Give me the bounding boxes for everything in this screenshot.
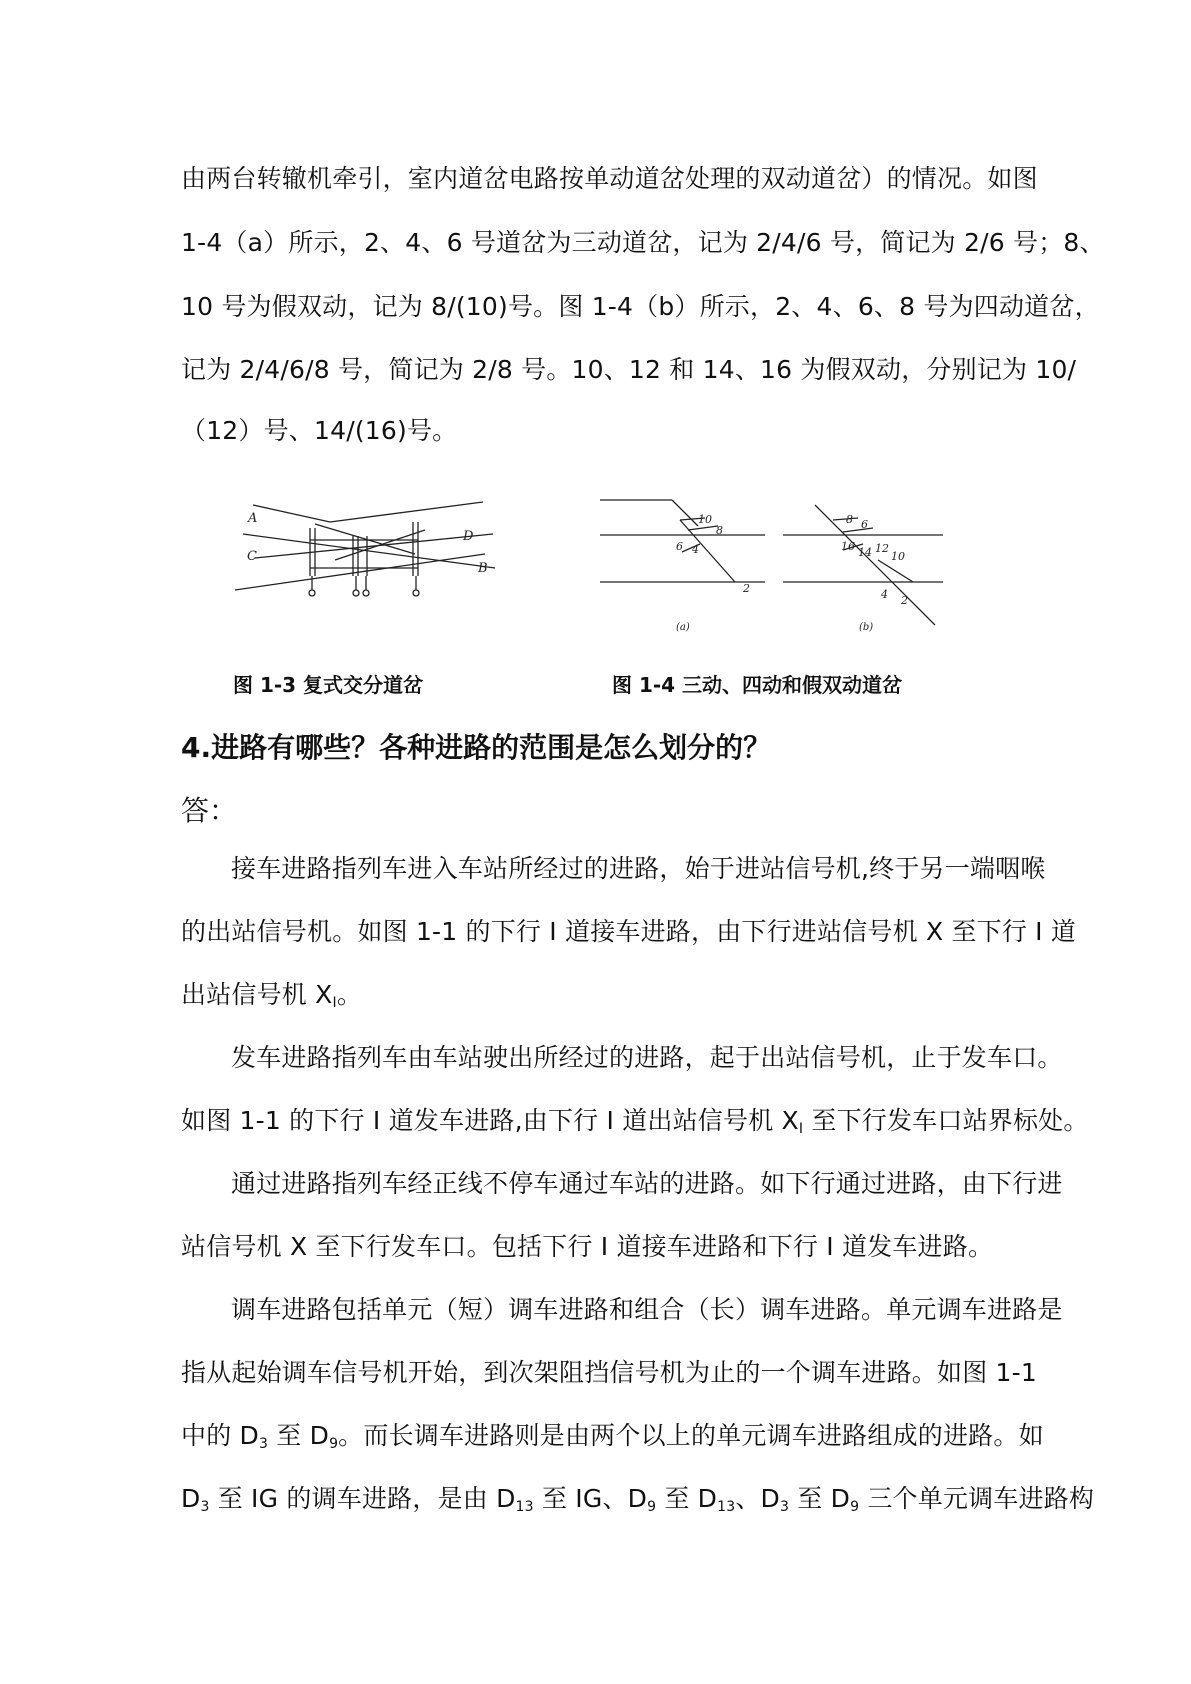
- paragraph-line: 中的 $D_3$ 至 $D_9$。而长调车进路则是由两个以上的单元调车进路组成的进路。如: [181, 1421, 1044, 1452]
- section-heading: 4.进路有哪些？各种进路的范围是怎么划分的？: [181, 731, 772, 764]
- paragraph-line: 接车进路指列车进入车站所经过的进路，始于进站信号机,终于另一端咽喉: [231, 854, 1046, 883]
- switch-number: 2: [743, 582, 750, 595]
- switch-number: 6: [676, 540, 683, 553]
- paragraph-line: （12）号、14/(16)号。: [181, 416, 458, 445]
- switch-number: 4: [881, 588, 888, 601]
- paragraph-line: 站信号机 X 至下行发车口。包括下行 I 道接车进路和下行 I 道发车进路。: [181, 1232, 994, 1261]
- switch-number: 6: [861, 518, 868, 531]
- figure-label-c: C: [247, 549, 257, 564]
- paragraph-line: 1-4（a）所示，2、4、6 号道岔为三动道岔，记为 2/4/6 号，简记为 2/6 号；8、: [181, 228, 1105, 257]
- switch-number: 16: [841, 540, 855, 553]
- switch-number: 4: [692, 543, 699, 556]
- figure-1-3-caption: 图 1-3 复式交分道岔: [233, 673, 424, 697]
- figure-sublabel-a: (a): [676, 622, 690, 633]
- switch-number: 8: [846, 513, 853, 526]
- paragraph-line: $D_3$ 至 IG 的调车进路，是由 $D_{13}$ 至 IG、$D_9$ 至 $D_{13}$、$D_3$ 至 $D_9$ 三个单元调车进路构: [181, 1484, 1095, 1515]
- switch-number: 14: [858, 546, 872, 559]
- paragraph-line: 通过进路指列车经正线不停车通过车站的进路。如下行通过进路，由下行进: [231, 1169, 1063, 1198]
- figure-label-a: A: [248, 511, 258, 526]
- figure-1-4-caption: 图 1-4 三动、四动和假双动道岔: [612, 673, 903, 697]
- paragraph-line: 的出站信号机。如图 1-1 的下行 I 道接车进路，由下行进站信号机 X 至下行 I 道: [181, 917, 1077, 946]
- paragraph-line: 如图 1-1 的下行 I 道发车进路,由下行 I 道出站信号机 $X_I$ 至下行发车口站界标处。: [181, 1106, 1089, 1137]
- answer-label: 答：: [181, 794, 238, 827]
- paragraph-line: 指从起始调车信号机开始，到次架阻挡信号机为止的一个调车进路。如图 1-1: [181, 1358, 1037, 1387]
- switch-number: 2: [901, 594, 908, 607]
- paragraph-line: 调车进路包括单元（短）调车进路和组合（长）调车进路。单元调车进路是: [231, 1295, 1063, 1324]
- paragraph-line: 10 号为假双动，记为 8/(10)号。图 1-4（b）所示，2、4、6、8 号为四动道岔，: [181, 292, 1100, 321]
- switch-number: 10: [698, 513, 712, 526]
- figure-1-4b-diagram: [783, 490, 953, 639]
- figure-sublabel-b: (b): [859, 622, 874, 633]
- figure-1-3-diagram: [235, 490, 510, 609]
- figure-label-d: D: [463, 529, 474, 544]
- figure-label-b: B: [478, 561, 488, 576]
- switch-number: 12: [875, 542, 889, 555]
- switch-number: 10: [891, 550, 905, 563]
- paragraph-line: 由两台转辙机牵引，室内道岔电路按单动道岔处理的双动道岔）的情况。如图: [181, 164, 1038, 193]
- figure-1-4a-diagram: [600, 490, 770, 639]
- paragraph-line: 发车进路指列车由车站驶出所经过的进路，起于出站信号机，止于发车口。: [231, 1043, 1063, 1072]
- switch-number: 8: [716, 524, 723, 537]
- paragraph-line: 记为 2/4/6/8 号，简记为 2/8 号。10、12 和 14、16 为假双动，分别记为 10/: [181, 355, 1077, 384]
- paragraph-line: 出站信号机 $X_I$。: [181, 980, 363, 1011]
